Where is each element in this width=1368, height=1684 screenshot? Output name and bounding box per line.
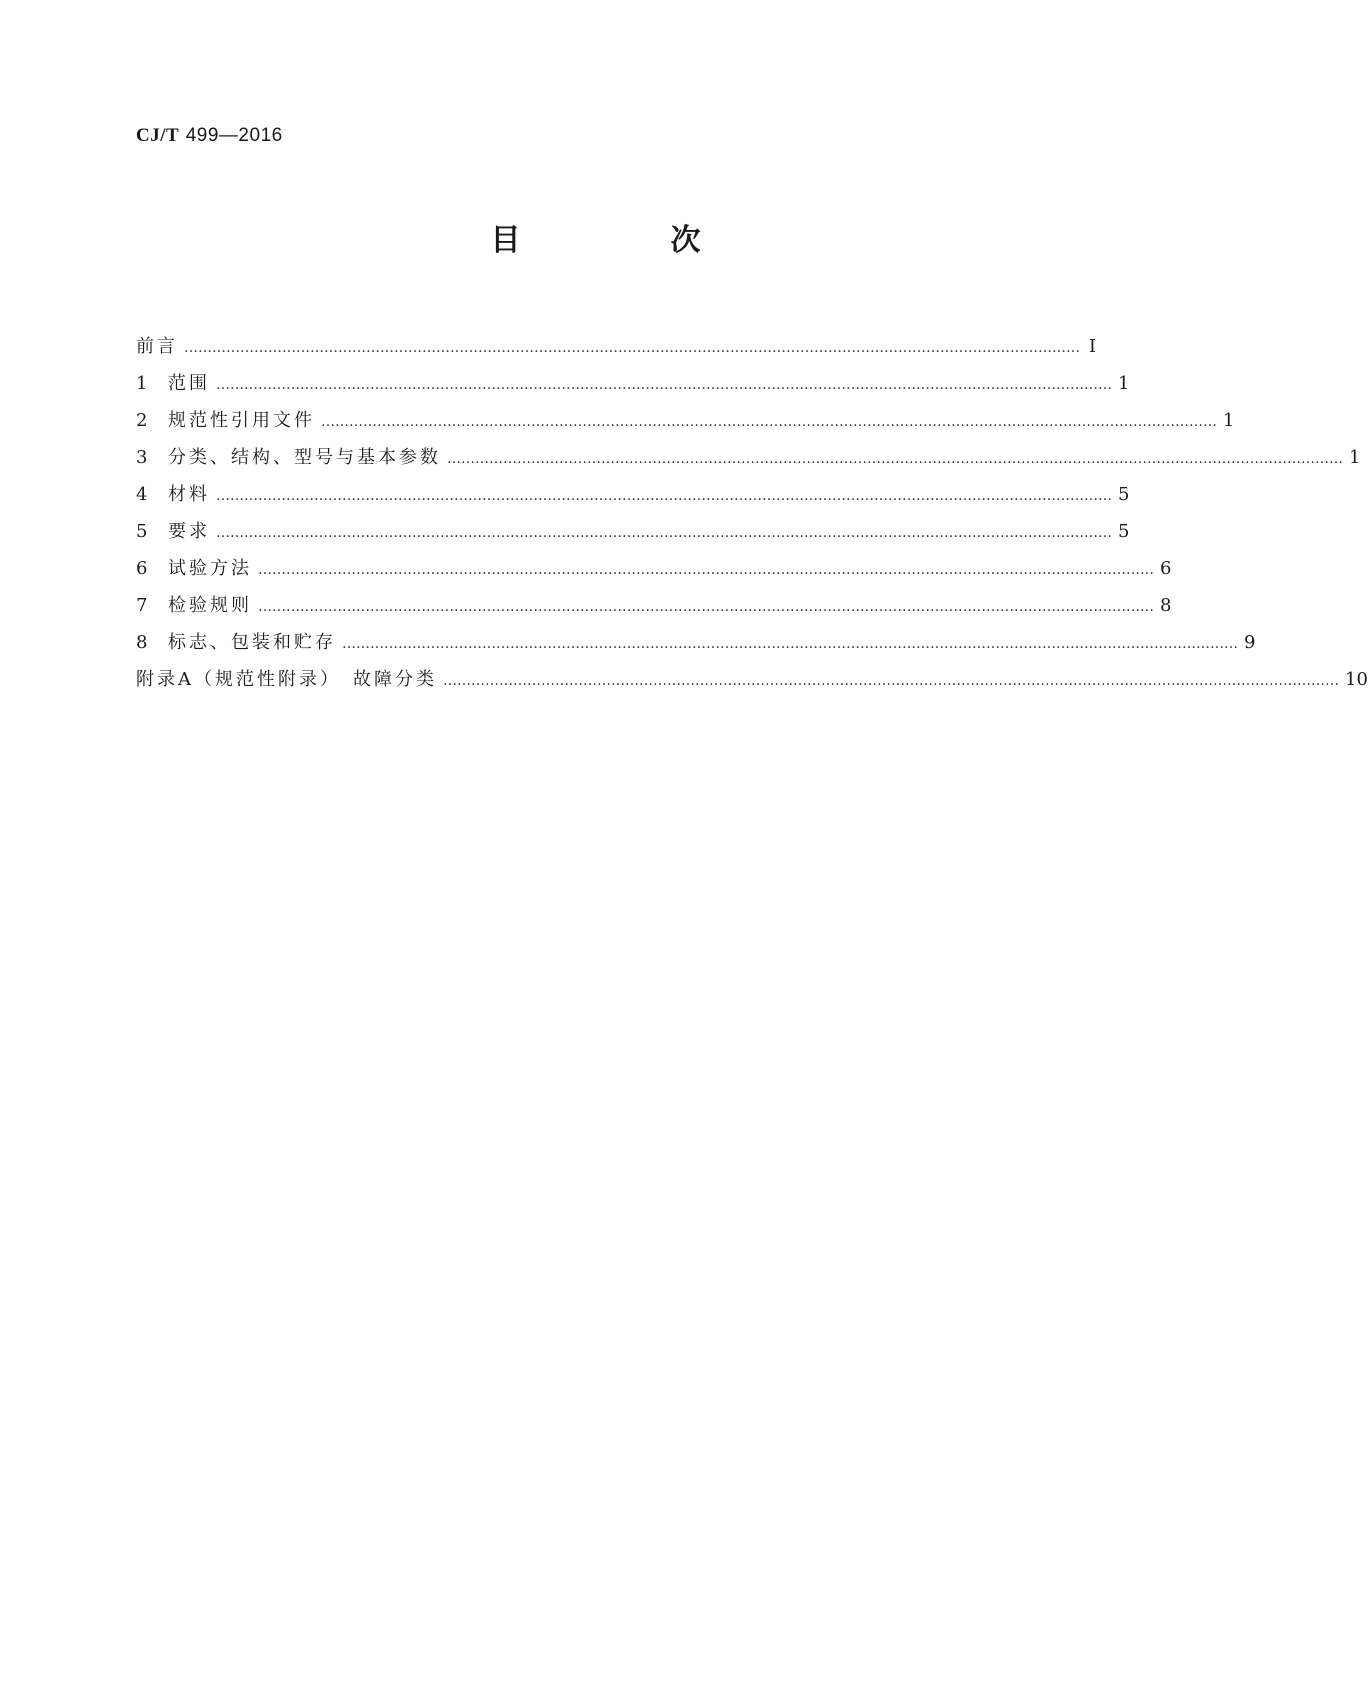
table-of-contents <box>136 328 1368 698</box>
toc-entry-label: 分类、结构、型号与基本参数 <box>168 447 441 468</box>
toc-entry-page: 6 <box>1160 558 1172 579</box>
toc-entry-page: 9 <box>1244 632 1256 653</box>
toc-entry-test-methods[interactable] <box>136 550 1172 587</box>
toc-entry-requirements[interactable] <box>136 513 1130 550</box>
standard-code-prefix: CJ/T <box>136 125 180 146</box>
toc-title: 目 次 <box>490 223 761 258</box>
toc-entry-foreword[interactable] <box>136 328 1096 365</box>
toc-entry-label: 标志、包装和贮存 <box>168 632 336 653</box>
dot-leader: ………………………………………………………………………………………………………………………………………………………………………… <box>216 488 1112 504</box>
standard-code <box>136 124 283 147</box>
toc-entry-page: 5 <box>1118 484 1130 505</box>
toc-entry-number: 7 <box>136 595 148 616</box>
toc-entry-label: 要求 <box>168 521 210 542</box>
dot-leader: ………………………………………………………………………………………………………………………………………………………………………… <box>321 414 1217 430</box>
dot-leader: ………………………………………………………………………………………………………………………………………………………………………… <box>258 562 1154 578</box>
toc-entry-label: 试验方法 <box>168 558 252 579</box>
toc-entry-number: 3 <box>136 447 148 468</box>
toc-entry-page: 8 <box>1160 595 1172 616</box>
toc-entry-number: 6 <box>136 558 148 579</box>
toc-entry-number: 8 <box>136 632 148 653</box>
toc-entry-label: 附录A（规范性附录） 故障分类 <box>136 669 437 690</box>
standard-code-number: 499—2016 <box>185 125 283 146</box>
toc-entry-number: 4 <box>136 484 148 505</box>
toc-entry-page: 5 <box>1118 521 1130 542</box>
toc-entry-page: Ⅰ <box>1088 336 1096 357</box>
toc-entry-page: 10 <box>1345 669 1368 690</box>
toc-entry-label: 规范性引用文件 <box>168 410 315 431</box>
dot-leader: ………………………………………………………………………………………………………………………………………………………………………… <box>216 377 1112 393</box>
toc-entry-number: 1 <box>136 373 148 394</box>
toc-entry-materials[interactable] <box>136 476 1130 513</box>
dot-leader: ………………………………………………………………………………………………………………………………………………………………………… <box>216 525 1112 541</box>
toc-entry-number: 5 <box>136 521 148 542</box>
dot-leader: ………………………………………………………………………………………………………………………………………………………………………… <box>447 451 1343 467</box>
toc-entry-label: 范围 <box>168 373 210 394</box>
toc-entry-number: 2 <box>136 410 148 431</box>
toc-entry-label: 检验规则 <box>168 595 252 616</box>
toc-entry-normative-references[interactable] <box>136 402 1235 439</box>
toc-entry-page: 1 <box>1118 373 1130 394</box>
toc-entry-marking-packaging[interactable] <box>136 624 1256 661</box>
dot-leader: ………………………………………………………………………………………………………………………………………………………………………… <box>258 599 1154 615</box>
dot-leader: ………………………………………………………………………………………………………………………………………………………………………… <box>342 636 1238 652</box>
dot-leader: ………………………………………………………………………………………………………………………………………………………………………… <box>184 340 1080 356</box>
toc-entry-inspection-rules[interactable] <box>136 587 1172 624</box>
toc-entry-label: 前言 <box>136 336 178 357</box>
toc-entry-label: 材料 <box>168 484 210 505</box>
toc-entry-classification[interactable] <box>136 439 1361 476</box>
dot-leader: ………………………………………………………………………………………………………………………………………………………………………… <box>443 673 1339 689</box>
toc-entry-annex-a[interactable] <box>136 661 1368 698</box>
toc-entry-page: 1 <box>1349 447 1361 468</box>
toc-entry-scope[interactable] <box>136 365 1130 402</box>
toc-entry-page: 1 <box>1223 410 1235 431</box>
